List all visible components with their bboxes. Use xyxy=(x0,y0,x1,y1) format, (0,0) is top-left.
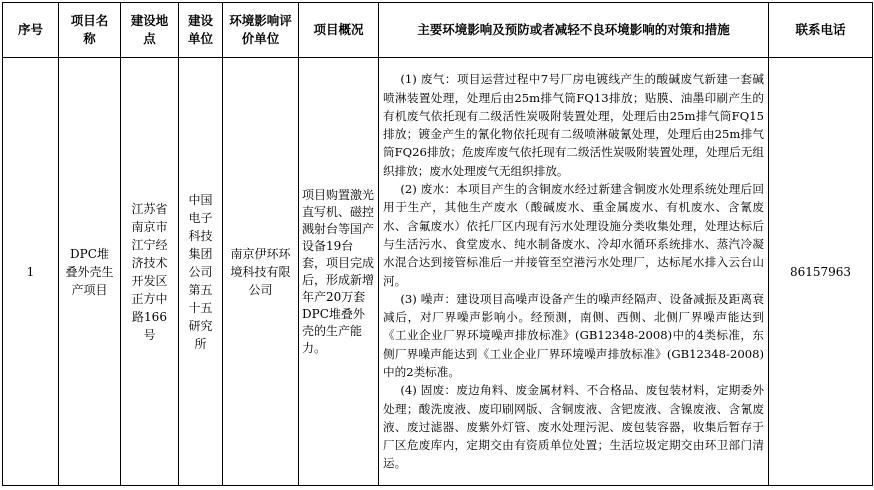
header-project-name: 项目名称 xyxy=(59,3,121,58)
cell-project-name: DPC堆叠外壳生产项目 xyxy=(59,58,121,486)
header-no: 序号 xyxy=(3,3,59,58)
cell-measures xyxy=(379,58,769,486)
header-overview: 项目概况 xyxy=(299,3,379,58)
header-row xyxy=(3,3,873,58)
cell-eia-unit: 南京伊环环境科技有限公司 xyxy=(223,58,299,486)
measure-wastewater: (2) 废水：本项目产生的含铜废水经过新建含铜废水处理系统处理后回用于生产，其他生产废水（酸碱废水、重金属废水、有机废水、含氰废水、含氟废水）依托厂区内现有污水处理设施分类收集处理，处理达标后与生活污水、食堂废水、纯水制备废水、冷却水循环系统排水、蒸汽冷凝水混合达到接管标准后一并接管至空港污水处理厂，达标尾水排入云台山河。 xyxy=(383,182,764,288)
cell-no: 1 xyxy=(3,58,59,486)
table-row xyxy=(3,58,873,486)
cell-location: 江苏省南京市江宁经济技术开发区正方中路166号 xyxy=(121,58,179,486)
header-phone: 联系电话 xyxy=(769,3,873,58)
measure-solid-waste: (4) 固废：废边角料、废金属材料、不合格品、废包装材料，定期委外处理；酸洗废液、废印刷网版、含铜废液、含钯废液、含镍废液、含氰废液、废过滤器、废紫外灯管、废水处理污泥、废包装容器，收集后暂存于厂区危废库内，定期交由有资质单位处置；生活垃圾定期交由环卫部门清运。 xyxy=(383,383,764,471)
measure-noise: (3) 噪声：建设项目高噪声设备产生的噪声经隔声、设备减振及距离衰减后，对厂界噪声影响小。经预测，南侧、西侧、北侧厂界噪声能达到《工业企业厂界环境噪声排放标准》(GB12348-2008)中的4类标准，东侧厂界噪声能达到《工业企业厂界环境噪声排放标准》(GB12348-2008)中的2类标准。 xyxy=(383,291,764,379)
cell-construction-unit: 中国电子科技集团公司第五十五研究所 xyxy=(179,58,223,486)
header-construction-unit: 建设单位 xyxy=(179,3,223,58)
header-eia-unit: 环境影响评价单位 xyxy=(223,3,299,58)
header-location: 建设地点 xyxy=(121,3,179,58)
cell-phone: 86157963 xyxy=(769,58,873,486)
measure-exhaust-gas: (1) 废气：项目运营过程中7号厂房电镀线产生的酸碱废气新建一套碱喷淋装置处理，处理后由25m排气筒FQ13排放；贴膜、油墨印刷产生的有机废气依托现有二级活性炭吸附装置处理，处理后由25m排气筒FQ15排放；镀金产生的氰化物依托现有二级喷淋破氰处理，处理后由25m排气筒FQ26排放；危废库废气依托现有二级活性炭吸附装置处理，处理后无组织排放；废水处理废气无组织排放。 xyxy=(383,72,764,178)
eia-table xyxy=(2,2,873,486)
header-measures: 主要环境影响及预防或者减轻不良环境影响的对策和措施 xyxy=(379,3,769,58)
cell-overview: 项目购置激光直写机、磁控溅射台等国产设备19台套，项目完成后，形成新增年产20万套DPC堆叠外壳的生产能力。 xyxy=(299,58,379,486)
